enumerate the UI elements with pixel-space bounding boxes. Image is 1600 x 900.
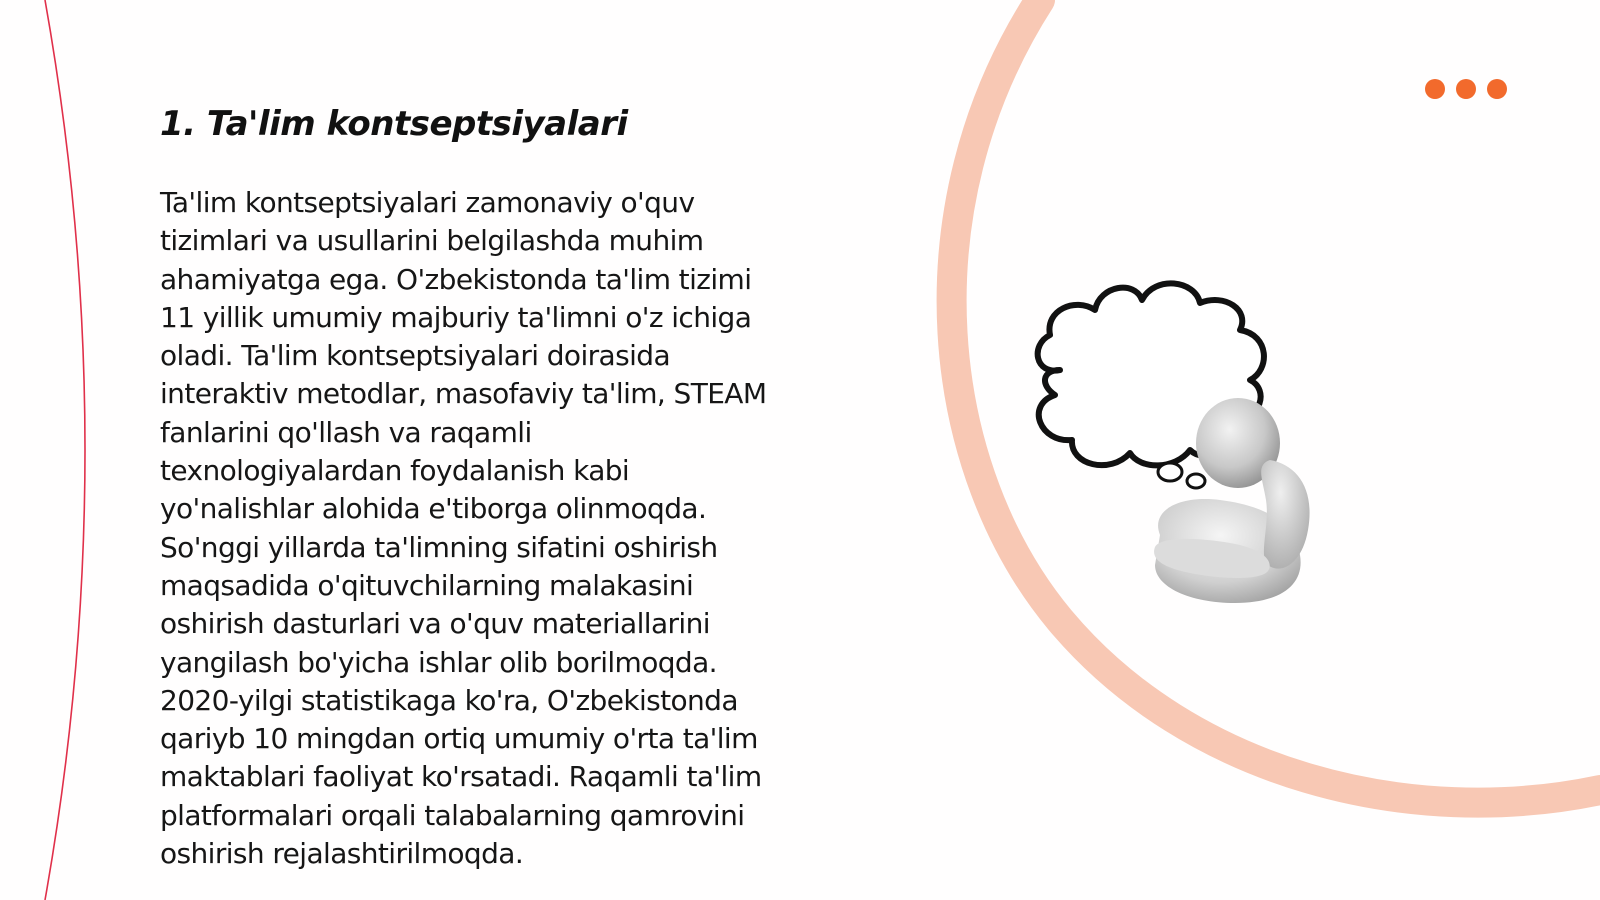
thinking-person-icon [1030, 275, 1350, 615]
dot [1487, 79, 1507, 99]
dot [1456, 79, 1476, 99]
slide-body-text: Ta'lim kontseptsiyalari zamonaviy o'quv tizimlari va usullarini belgilashda muhim ahamiyatga ega. O'zbekistonda ta'lim tizimi 11 yillik umumiy majburiy ta'limni o'z ichiga oladi. Ta'lim kontseptsiyalari doirasida interaktiv metodlar, masofaviy ta'lim, STEAM fanlarini qo'llash va raqamli texnologiyalardan foydalanish kabi yo'nalishlar alohida e'tiborga olinmoqda. So'nggi yillarda ta'limning sifatini oshirish maqsadida o'qituvchilarning malakasini oshirish dasturlari va o'quv materiallarini yangilash bo'yicha ishlar olib borilmoqda. 2020-yilgi statistikaga ko'ra, O'zbekistonda qariyb 10 mingdan ortiq umumiy o'rta ta'lim maktablari faoliyat ko'rsatadi. Raqamli ta'lim platformalari orqali talabalarning qamrovini oshirish rejalashtirilmoqda. [160, 186, 767, 871]
three-dots-icon [1425, 79, 1507, 99]
slide-title: 1. Ta'lim kontseptsiyalari [160, 104, 628, 144]
dot [1425, 79, 1445, 99]
